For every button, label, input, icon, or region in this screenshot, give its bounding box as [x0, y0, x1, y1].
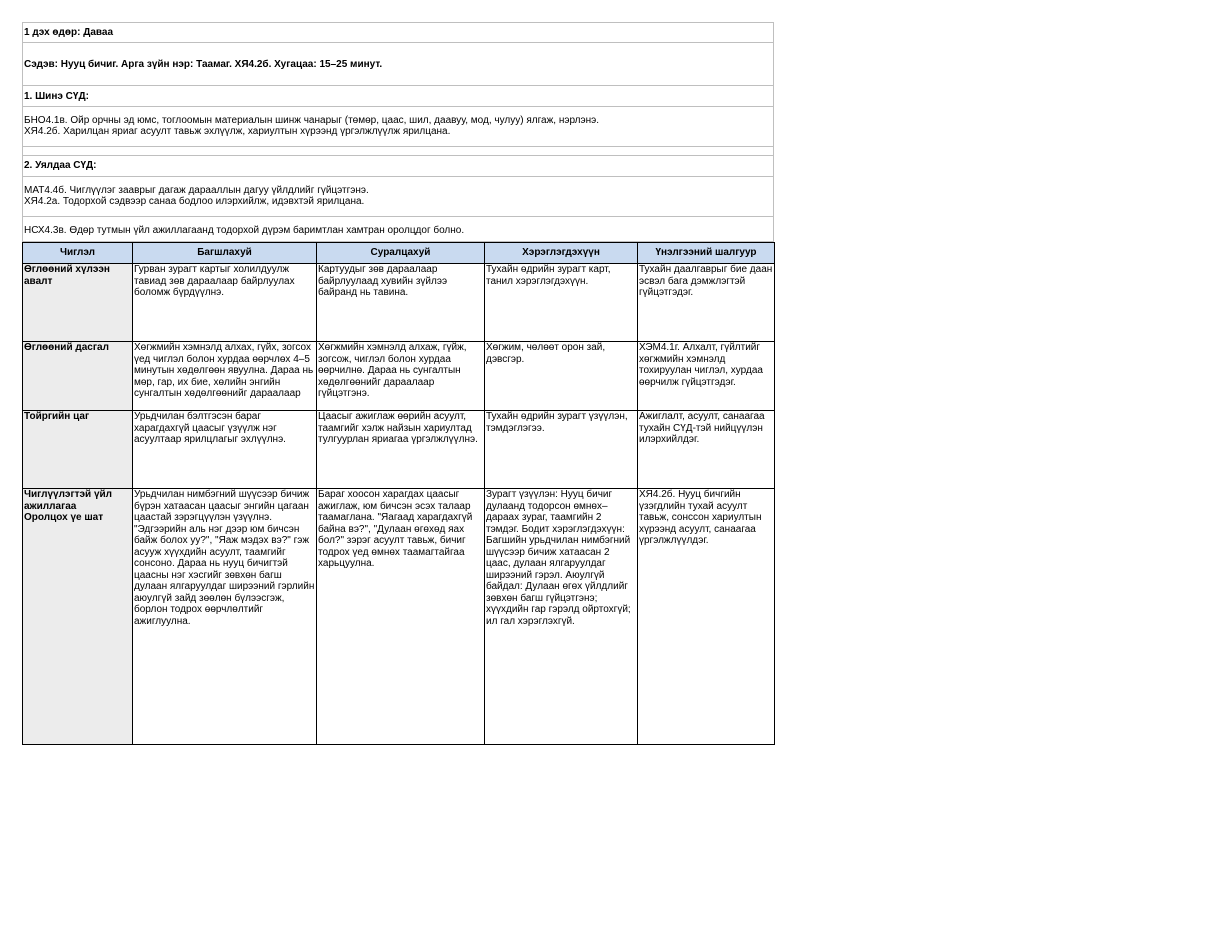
- spacer-row: [22, 146, 774, 155]
- lesson-plan-sheet: [22, 22, 774, 745]
- new-sud-heading: 1. Шинэ СҮД:: [22, 85, 774, 106]
- table-row: [23, 411, 775, 489]
- linked-sud-line: МАТ4.4б. Чиглүүлэг зааврыг дагаж дарааллын дагуу үйлдлийг гүйцэтгэнэ.: [24, 185, 369, 196]
- stage-cell: Тойргийн цаг: [23, 411, 133, 489]
- day-line: 1 дэх өдөр: Даваа: [22, 22, 774, 42]
- criteria-cell: ХЯ4.2б. Нууц бичгийн үзэгдлийн тухай асуулт тавьж, сонссон хариултын хүрээнд асуулт, санаагаа үргэлжлүүлдэг.: [638, 489, 775, 745]
- column-header-materials: Хэрэглэгдэхүүн: [485, 243, 638, 264]
- learning-cell: Хөгжмийн хэмнэлд алхаж, гүйж, зогсож, чиглэл болон хурдаа өөрчилнө. Дараа нь сунгалтын хөдөлгөөнийг дараалаар гүйцэтгэнэ.: [317, 342, 485, 411]
- topic-line: Сэдэв: Нууц бичиг. Арга зүйн нэр: Таамаг. ХЯ4.2б. Хугацаа: 15–25 минут.: [22, 42, 774, 85]
- stage-cell: Өглөөний хүлээн авалт: [23, 264, 133, 342]
- teaching-cell: Гурван зурагт картыг холилдуулж тавиад зөв дараалаар байрлуулах боломж бүрдүүлнэ.: [133, 264, 317, 342]
- learning-cell: Картуудыг зөв дараалаар байрлуулаад хувийн зүйлээ байранд нь тавина.: [317, 264, 485, 342]
- column-header-stage: Чиглэл: [23, 243, 133, 264]
- learning-cell: Цаасыг ажиглаж өөрийн асуулт, таамгийг хэлж найзын хариултад тулгуурлан яриагаа үргэлжлүүлнэ.: [317, 411, 485, 489]
- stage-cell: Өглөөний дасгал: [23, 342, 133, 411]
- criteria-cell: Ажиглалт, асуулт, санаагаа тухайн СҮД-тэй нийцүүлэн илэрхийлдэг.: [638, 411, 775, 489]
- new-sud-line: ХЯ4.2б. Харилцан яриаг асуулт тавьж эхлүүлж, хариултын хүрээнд үргэлжлүүлж ярилцана.: [24, 126, 451, 137]
- column-header-teaching: Багшлахуй: [133, 243, 317, 264]
- learning-cell: Бараг хоосон харагдах цаасыг ажиглаж, юм бичсэн эсэх талаар таамаглана. "Яагаад харагдахгүй байна вэ?", "Дулаан өгөхөд яах бол?" зэрэг асуулт тавьж, бичиг тодрох үед өмнөх таамагтайгаа харьцуулна.: [317, 489, 485, 745]
- table-row: [23, 264, 775, 342]
- teaching-cell: [133, 342, 317, 411]
- column-header-criteria: Үнэлгээний шалгуур: [638, 243, 775, 264]
- stage-cell: Чиглүүлэгтэй үйл ажиллагаа Оролцох үе шат: [23, 489, 133, 745]
- table-row: [23, 489, 775, 745]
- linked-sud-extra: НСХ4.3в. Өдөр тутмын үйл ажиллагаанд тодорхой дүрэм баримтлан хамтран оролцдог болно.: [22, 216, 774, 242]
- new-sud-block: [22, 106, 774, 146]
- criteria-cell: Тухайн даалгаврыг бие даан эсвэл бага дэмжлэгтэй гүйцэтгэдэг.: [638, 264, 775, 342]
- criteria-cell: ХЭМ4.1г. Алхалт, гүйлтийг хөгжмийн хэмнэлд тохируулан чиглэл, хурдаа өөрчилж гүйцэтгэдэг.: [638, 342, 775, 411]
- linked-sud-line: ХЯ4.2а. Тодорхой сэдвээр санаа бодлоо илэрхийлж, идэвхтэй ярилцана.: [24, 196, 365, 207]
- materials-cell: Тухайн өдрийн зурагт үзүүлэн, тэмдэглэгээ.: [485, 411, 638, 489]
- materials-cell: Тухайн өдрийн зурагт карт, танил хэрэглэгдэхүүн.: [485, 264, 638, 342]
- activity-table: [22, 242, 775, 745]
- linked-sud-block: [22, 176, 774, 216]
- column-header-learning: Суралцахуй: [317, 243, 485, 264]
- table-header-row: [23, 243, 775, 264]
- teaching-cell: Урьдчилан нимбэгний шүүсээр бичиж бүрэн хатаасан цаасыг энгийн цагаан цаастай зэрэгцүүлэн үзүүлнэ. "Эдгээрийн аль нэг дээр юм бичсэн байж болох уу?", "Яаж мэдэх вэ?" гэж асууж хүүхдийн асуулт, таамгийг сонсоно. Дараа нь нууц бичигтэй цаасны нэг хэсгийг зөвхөн багш дулаан ялгаруулдаг ширээний гэрлийн аюулгүй зайд зөөлөн бүлээсгэж, борлон тодрох өөрчлөлтийг ажиглуулна.: [133, 489, 317, 745]
- materials-cell: Хөгжим, чөлөөт орон зай, дэвсгэр.: [485, 342, 638, 411]
- linked-sud-heading: 2. Уялдаа СҮД:: [22, 155, 774, 176]
- materials-cell: Зурагт үзүүлэн: Нууц бичиг дулаанд тодорсон өмнөх–дараах зураг, таамгийн 2 тэмдэг. Бодит хэрэглэгдэхүүн: Багшийн урьдчилан нимбэгний шүүсээр бичиж хатаасан 2 цаас, дулаан ялгаруулдаг ширээний гэрэл. Аюулгүй байдал: Дулаан өгөх үйлдлийг зөвхөн багш гүйцэтгэнэ; хүүхдийн гар гэрэлд ойртохгүй; ил гал хэрэглэхгүй.: [485, 489, 638, 745]
- new-sud-line: БНО4.1в. Ойр орчны эд юмс, тоглоомын материалын шинж чанарыг (төмөр, цаас, шил, даавуу, мод, чулуу) ялгаж, нэрлэнэ.: [24, 115, 600, 126]
- teaching-cell-text: Хөгжмийн хэмнэлд алхах, гүйх, зогсох үед чиглэл болон хурдаа өөрчлөх 4–5 минутын хөдөлгөөн явуулна. Дараа нь мөр, гар, их бие, хөлийн энгийн сунгалтын хөдөлгөөнийг дараалаар: [134, 342, 314, 399]
- teaching-cell: Урьдчилан бэлтгэсэн бараг харагдахгүй цаасыг үзүүлж нэг асуултаар ярилцлагыг эхлүүлнэ.: [133, 411, 317, 489]
- table-row: [23, 342, 775, 411]
